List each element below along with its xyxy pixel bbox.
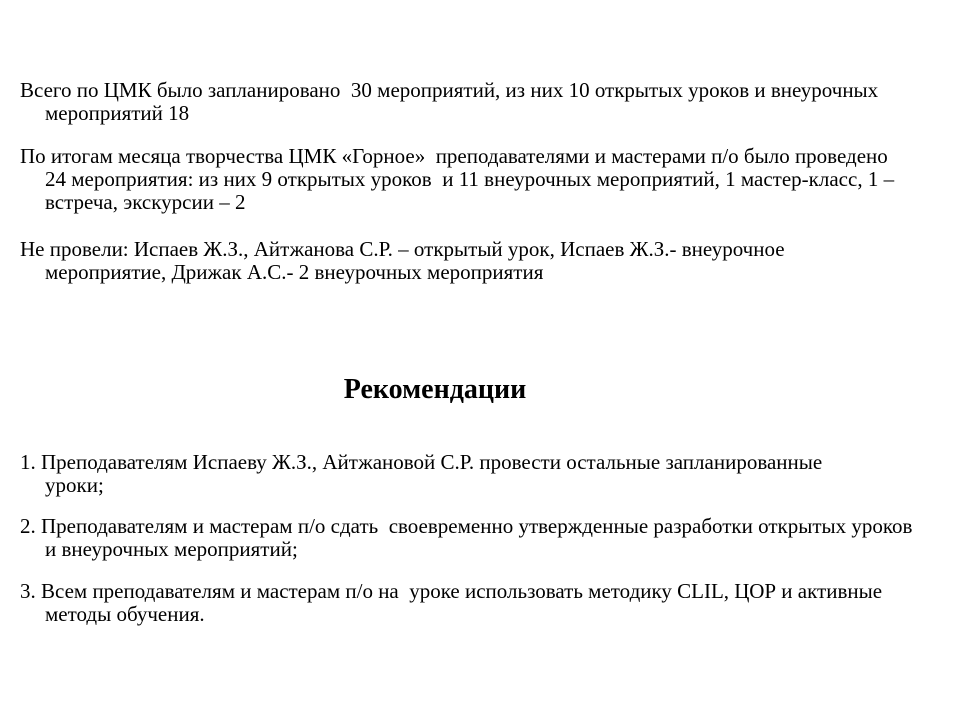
recommendation-item-3: 3. Всем преподавателям и мастерам п/о на уроке использовать методику CLIL, ЦОР и активные методы обучения. [20, 579, 888, 626]
recommendation-item-1: 1. Преподавателям Испаеву Ж.З., Айтжановой С.Р. провести остальные запланированные уроки; [20, 450, 833, 497]
summary-planned-events: Всего по ЦМК было запланировано 30 мероприятий, из них 10 открытых уроков и внеурочных мероприятий 18 [20, 78, 884, 125]
summary-not-conducted: Не провели: Испаев Ж.З., Айтжанова С.Р. – открытый урок, Испаев Ж.З.- внеурочное мероприятие, Дрижак А.С.- 2 внеурочных мероприятия [20, 237, 790, 284]
recommendation-item-2: 2. Преподавателям и мастерам п/о сдать своевременно утвержденные разработки открытых уроков и внеурочных мероприятий; [20, 514, 918, 561]
summary-conducted-events: По итогам месяца творчества ЦМК «Горное» преподавателями и мастерами п/о было проведено 24 мероприятия: из них 9 открытых уроков и 11 внеурочных мероприятий, 1 мастер-класс, 1 – встреча, экскурсии – 2 [20, 144, 900, 214]
recommendations-heading: Рекомендации [343, 374, 527, 405]
